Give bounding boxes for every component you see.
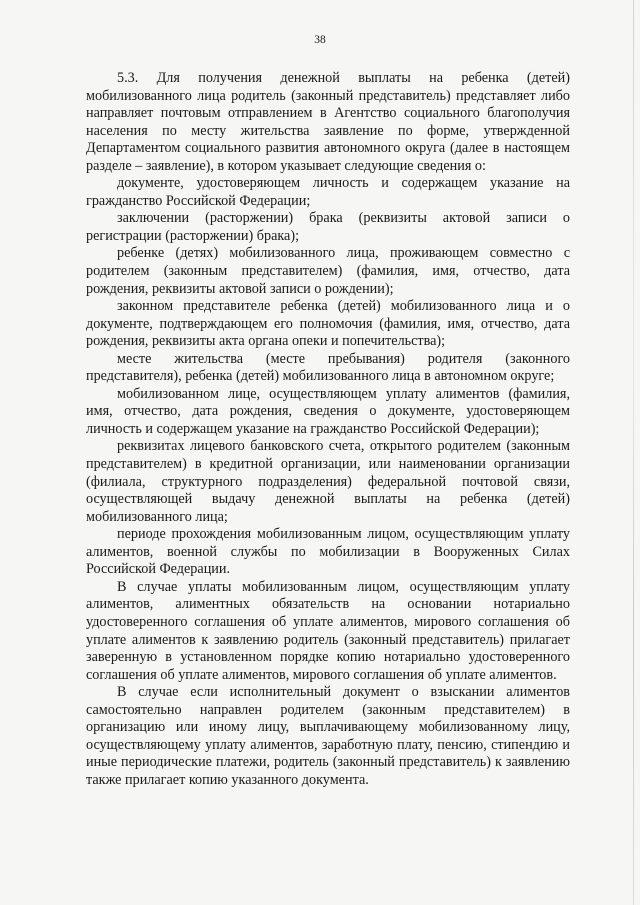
paragraph-mobilized-person: мобилизованном лице, осуществляющем уплату алиментов (фамилия, имя, отчество, дата рождения, сведения о документе, удостоверяющем личность и содержащем указание на гражданство Российской Федерации); bbox=[86, 385, 570, 437]
page-number: 38 bbox=[314, 34, 326, 46]
paragraph-enforcement-document: В случае если исполнительный документ о взыскании алиментов самостоятельно направлен родителем (законным представителем) в организацию или иному лицу, выплачивающему мобилизованному лицу, осуществляющему уплату алиментов, заработную плату, пенсию, стипендию и иные периодические платежи, родитель (законный представитель) к заявлению также прилагает копию указанного документа. bbox=[86, 684, 570, 788]
scan-edge-line bbox=[633, 0, 634, 905]
paragraph-5-3: 5.3. Для получения денежной выплаты на ребенка (детей) мобилизованного лица родитель (законный представитель) представляет либо направляет почтовым отправлением в Агентство социального благополучия населения по месту жительства заявление по форме, утвержденной Департаментом социального развития автономного округа (далее в настоящем разделе – заявление), в котором указывает следующие сведения о: bbox=[86, 70, 570, 174]
paragraph-marriage: заключении (расторжении) брака (реквизиты актовой записи о регистрации (расторжении) брака); bbox=[86, 210, 570, 244]
paragraph-alimony-agreement: В случае уплаты мобилизованным лицом, осуществляющим уплату алиментов, алиментных обязательств на основании нотариально удостоверенного соглашения об уплате алиментов, мирового соглашения об уплате алиментов к заявлению родитель (законный представитель) прилагает заверенную в установленном порядке копию нотариально удостоверенного соглашения об уплате алиментов, мирового соглашения об уплате алиментов. bbox=[86, 578, 570, 683]
paragraph-legal-representative: законном представителе ребенка (детей) мобилизованного лица и о документе, подтверждающем его полномочия (фамилия, имя, отчество, дата рождения, реквизиты акта органа опеки и попечительства); bbox=[86, 298, 570, 350]
paragraph-child: ребенке (детях) мобилизованного лица, проживающем совместно с родителем (законным представителем) (фамилия, имя, отчество, дата рождения, реквизиты актовой записи о рождении); bbox=[86, 245, 570, 297]
paragraph-service-period: периоде прохождения мобилизованным лицом, осуществляющим уплату алиментов, военной службы по мобилизации в Вооруженных Силах Российской Федерации. bbox=[86, 526, 570, 578]
paragraph-identity-document: документе, удостоверяющем личность и содержащем указание на гражданство Российской Федерации; bbox=[86, 175, 570, 209]
paragraph-residence: месте жительства (месте пребывания) родителя (законного представителя), ребенка (детей) мобилизованного лица в автономном округе; bbox=[86, 350, 570, 385]
paragraph-bank-account: реквизитах лицевого банковского счета, открытого родителем (законным представителем) в кредитной организации, или наименовании организации (филиала, структурного подразделения) федеральной почтовой связи, осуществляющей выдачу денежной выплаты на ребенка (детей) мобилизованного лица; bbox=[86, 438, 570, 525]
body-text bbox=[86, 70, 570, 789]
